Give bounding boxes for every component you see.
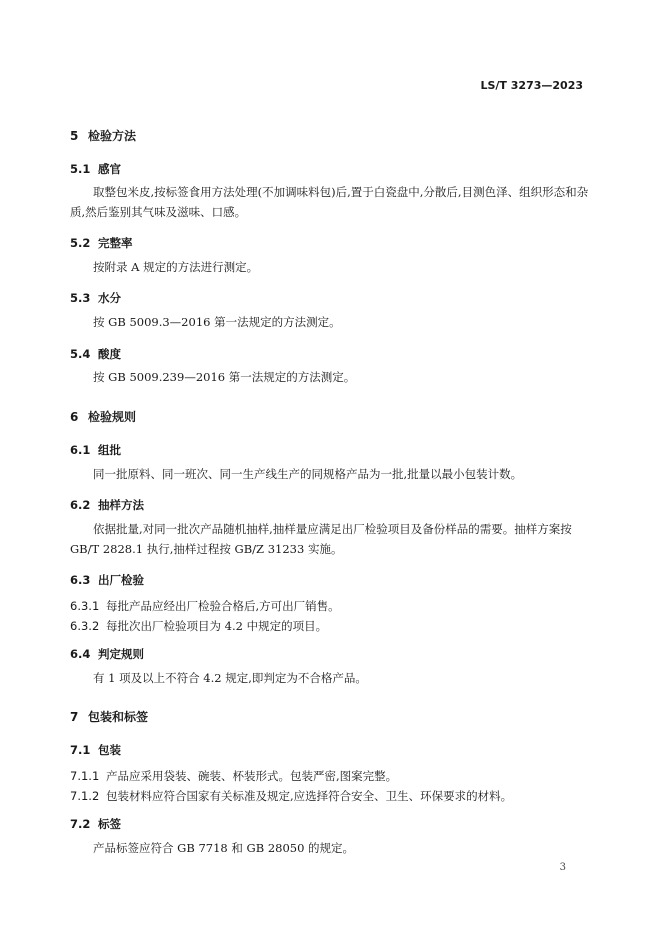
section-title: 包装 <box>98 743 121 757</box>
section-6-2-heading <box>70 497 144 513</box>
clause-7-1-1 <box>70 768 397 784</box>
section-title: 完整率 <box>98 236 133 250</box>
clause-number: 7.1.2 <box>70 789 100 803</box>
section-6-4-heading <box>70 646 144 662</box>
clause-number: 6.3.2 <box>70 619 100 633</box>
section-7-2-text: 产品标签应符合 GB 7718 和 GB 28050 的规定。 <box>93 841 355 855</box>
section-7-heading <box>70 708 148 725</box>
section-number: 7.1 <box>70 743 91 757</box>
section-number: 7 <box>70 710 79 724</box>
clause-text: 产品应采用袋装、碗装、杯装形式。包装严密,图案完整。 <box>106 769 398 783</box>
section-number: 6.4 <box>70 647 91 661</box>
section-5-3-text: 按 GB 5009.3—2016 第一法规定的方法测定。 <box>93 315 341 329</box>
section-7-1-heading <box>70 742 121 758</box>
section-number: 6.3 <box>70 573 91 587</box>
clause-text: 包装材料应符合国家有关标准及规定,应选择符合安全、卫生、环保要求的材料。 <box>106 789 513 803</box>
section-title: 出厂检验 <box>98 573 144 587</box>
section-number: 5.4 <box>70 347 91 361</box>
section-7-2-heading <box>70 816 121 832</box>
section-6-3-heading <box>70 572 144 588</box>
section-title: 判定规则 <box>98 647 144 661</box>
section-number: 5.1 <box>70 162 91 176</box>
section-5-heading <box>70 127 136 144</box>
section-number: 7.2 <box>70 817 91 831</box>
section-title: 水分 <box>98 291 121 305</box>
section-5-2-heading <box>70 235 133 251</box>
section-number: 6 <box>70 410 79 424</box>
section-5-2-text: 按附录 A 规定的方法进行测定。 <box>93 260 259 274</box>
page-number: 3 <box>559 862 566 873</box>
section-5-4-heading <box>70 346 121 362</box>
section-5-1-text: 取整包米皮,按标签食用方法处理(不加调味料包)后,置于白瓷盘中,分散后,目测色泽、组织形态和杂质,然后鉴别其气味及滋味、口感。 <box>70 185 589 219</box>
section-title: 标签 <box>98 817 121 831</box>
section-title: 酸度 <box>98 347 121 361</box>
clause-6-3-1 <box>70 598 340 614</box>
section-5-3-heading <box>70 290 121 306</box>
section-title: 检验规则 <box>88 410 137 424</box>
clause-number: 7.1.1 <box>70 769 100 783</box>
clause-7-1-2 <box>70 788 512 804</box>
section-title: 感官 <box>98 162 121 176</box>
section-6-1-heading <box>70 442 121 458</box>
section-number: 5 <box>70 129 79 143</box>
document-code: LS/T 3273—2023 <box>480 79 583 92</box>
section-title: 抽样方法 <box>98 498 144 512</box>
clause-text: 每批次出厂检验项目为 4.2 中规定的项目。 <box>106 619 328 633</box>
section-title: 组批 <box>98 443 121 457</box>
section-5-1-heading <box>70 161 121 177</box>
clause-text: 每批产品应经出厂检验合格后,方可出厂销售。 <box>106 599 340 613</box>
section-number: 5.3 <box>70 291 91 305</box>
section-6-2-text: 依据批量,对同一批次产品随机抽样,抽样量应满足出厂检验项目及备份样品的需要。抽样方案按 GB/T 2828.1 执行,抽样过程按 GB/Z 31233 实施。 <box>70 522 572 556</box>
section-6-heading <box>70 408 136 425</box>
section-number: 6.1 <box>70 443 91 457</box>
section-number: 5.2 <box>70 236 91 250</box>
section-6-1-text: 同一批原料、同一班次、同一生产线生产的同规格产品为一批,批量以最小包装计数。 <box>93 467 523 481</box>
section-number: 6.2 <box>70 498 91 512</box>
section-6-4-text: 有 1 项及以上不符合 4.2 规定,即判定为不合格产品。 <box>93 671 367 685</box>
section-5-4-text: 按 GB 5009.239—2016 第一法规定的方法测定。 <box>93 370 356 384</box>
clause-6-3-2 <box>70 618 327 634</box>
section-title: 检验方法 <box>88 129 137 143</box>
clause-number: 6.3.1 <box>70 599 100 613</box>
section-title: 包装和标签 <box>88 710 149 724</box>
